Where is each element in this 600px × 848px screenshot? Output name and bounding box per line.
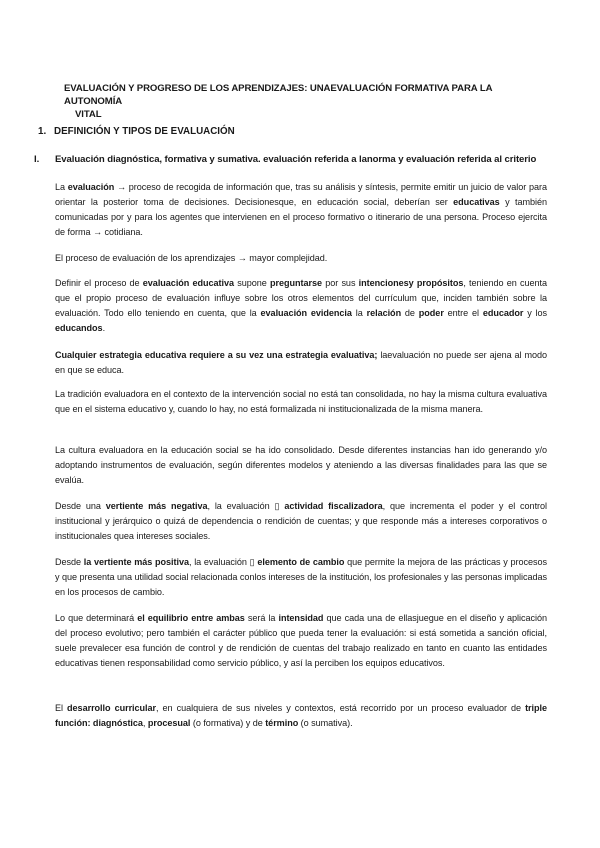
paragraph-cultura-evaluadora: La cultura evaluadora en la educación social se ha ido consolidado. Desde diferentes instancias han ido generando y/o adoptando instrumentos de evaluación, según diferentes modelos y ateniendo a las diversas finalidades para las que se evalúa. <box>55 445 547 485</box>
paragraph-aprendizajes: El proceso de evaluación de los aprendizajes → mayor complejidad. <box>55 253 328 263</box>
paragraph-evaluacion-definicion: La evaluación → proceso de recogida de información que, tras su análisis y síntesis, permite emitir un juicio de valor para orientar la posterior toma de decisiones. Decisionesque, en educación social, deberían ser educativas y también comunicadas por y para los agentes que intervienen en el proceso formativo o itinerario de una persona. Proceso ejercita de forma → cotidiana. <box>55 182 548 237</box>
paragraph-vertiente-positiva: Desde la vertiente más positiva, la evaluación ▯ elemento de cambio que permite la mejora de las prácticas y procesos y que presenta una utilidad social relacionada conlos intereses de la institución, los profesionales y las personas implicadas en los procesos de cambio. <box>55 557 547 597</box>
subsection-heading <box>34 154 536 165</box>
section-label: DEFINICIÓN Y TIPOS DE EVALUACIÓN <box>54 126 235 137</box>
section-number: 1. <box>38 126 47 137</box>
paragraph-tradicion-evaluadora: La tradición evaluadora en el contexto de la intervención social no está tan consolidada, no hay la misma cultura evaluativa que en el sistema educativo y, cuando lo hay, no está formalizada ni institucionalizada de la misma manera. <box>55 389 547 414</box>
paragraph-estrategia-educativa: Cualquier estrategia educativa requiere a su vez una estrategia evaluativa; laevaluación no puede ser ajena al modo en que se educa. <box>55 350 547 375</box>
section-heading <box>38 126 235 137</box>
paragraph-equilibrio: Lo que determinará el equilibrio entre ambas será la intensidad que cada una de ellasjuegue en el diseño y aplicación del proceso evolutivo; pero también el carácter público que pueda tener la evaluación: si está sometida a sanción oficial, suele prevalecer esa función de control y de rendición de cuentas del trabajo realizado en tanto en cuanto las entidades educativas tienen responsabilidad como servicio público, y así la perciben los equipos educativos. <box>55 613 547 668</box>
paragraph-vertiente-negativa: Desde una vertiente más negativa, la evaluación ▯ actividad fiscalizadora, que incrementa el poder y el control institucional y jerárquico o quizá de dependencia o rendición de cuentas; y que responde más a intereses corporativos o institucionales quea intereses sociales. <box>55 501 548 541</box>
subsection-number: I. <box>34 154 40 165</box>
paragraph-desarrollo-curricular: El desarrollo curricular, en cualquiera de sus niveles y contextos, está recorrido por un proceso evaluador de triple función: diagnóstica, procesual (o formativa) y de término (o sumativa). <box>55 703 547 728</box>
title-line-1: EVALUACIÓN Y PROGRESO DE LOS APRENDIZAJES: UNAEVALUACIÓN FORMATIVA PARA LA AUTONOMÍA <box>64 83 493 107</box>
subsection-label: Evaluación diagnóstica, formativa y sumativa. evaluación referida a lanorma y evaluación referida al criterio <box>55 154 537 165</box>
document-title <box>64 82 544 121</box>
title-line-2: VITAL <box>75 109 102 120</box>
paragraph-evaluacion-educativa: Definir el proceso de evaluación educativa supone preguntarse por sus intencionesy propósitos, teniendo en cuenta que el propio proceso de evaluación influye sobre los otros elementos del currículum que, inciden también sobre la evaluación. Todo ello teniendo en cuenta, que la evaluación evidencia la relación de poder entre el educador y los educandos. <box>55 278 548 333</box>
